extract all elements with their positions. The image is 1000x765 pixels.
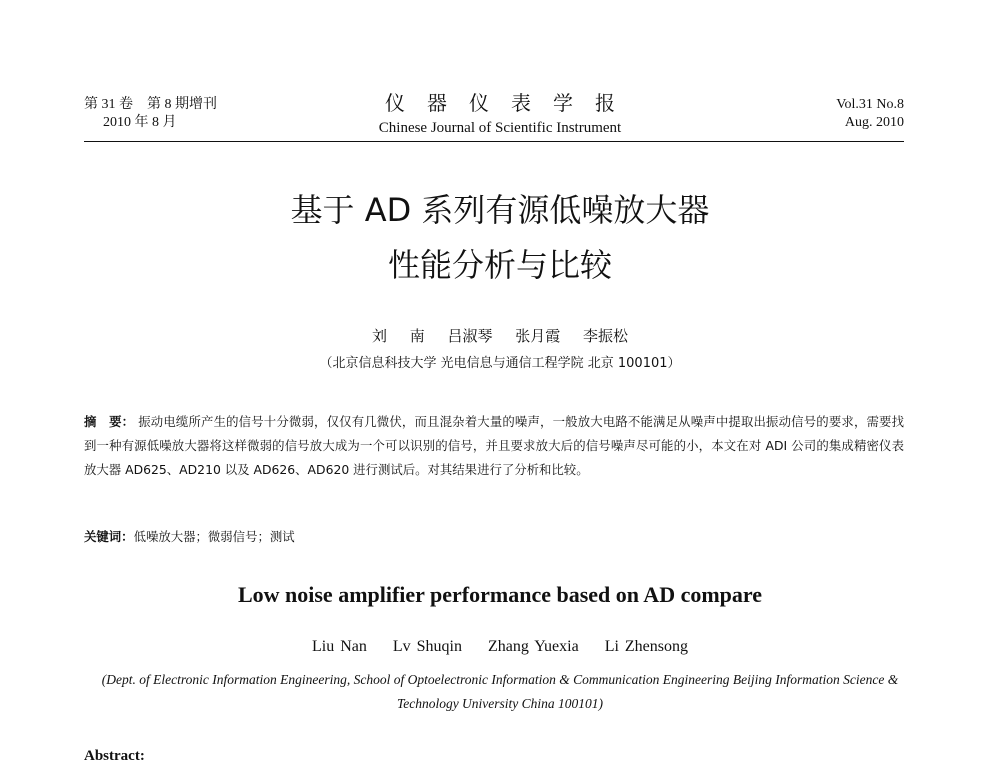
abstract-text: 振动电缆所产生的信号十分微弱，仅仅有几微伏，而且混杂着大量的噪声，一般放大电路不能满足从噪声中提取出振动信号的要求，需要找到一种有源低噪放大器将这样微弱的信号放大成为一个可以识别的信号，并且要求放大后的信号噪声尽可能的小，本文在对 ADI 公司的集成精密仪表放大器 AD625、AD210 以及 AD626、AD620 进行测试后。对其结果进行了分析和比较。 [84, 414, 905, 477]
header-rule [84, 141, 904, 142]
journal-name-cn: 仪器仪表学报 [385, 91, 637, 115]
paper-title-line1: 基于 AD 系列有源低噪放大器 [290, 191, 710, 229]
affiliation-en-text: (Dept. of Electronic Information Engineering, School of Optoelectronic Information & Communication Engineering Beijing Information Science & Technology University China 100101) [101, 672, 899, 711]
author-en: Lv Shuqin [392, 638, 462, 655]
author-en: Zhang Yuexia [487, 638, 579, 655]
journal-name-en: Chinese Journal of Scientific Instrument [378, 120, 622, 136]
abstract-en-label: Abstract: [84, 748, 145, 764]
issue-date-en: Aug. 2010 [844, 115, 904, 130]
keywords-label: 关键词： [84, 529, 134, 544]
keywords-text: 低噪放大器；微弱信号；测试 [133, 529, 295, 544]
abstract-cn [84, 410, 904, 482]
authors-en [0, 638, 1000, 656]
paper-title-line2: 性能分析与比较 [387, 246, 612, 284]
abstract-label: 摘 要： [84, 414, 135, 429]
authors-cn: 刘 南 吕淑琴 张月霞 李振松 [371, 327, 629, 345]
affiliation-cn: （北京信息科技大学 光电信息与通信工程学院 北京 100101） [319, 356, 681, 371]
keywords-cn [84, 527, 295, 545]
issue-date: 2010 年 8 月 [103, 115, 177, 130]
affiliation-en [0, 668, 1000, 716]
volume-issue: 第 31 卷 第 8 期增刊 [84, 97, 217, 112]
paper-title-en: Low noise amplifier performance based on AD compare [237, 582, 763, 607]
volume-issue-en: Vol.31 No.8 [836, 97, 904, 112]
author-en: Li Zhensong [604, 638, 689, 655]
issue-info-en [836, 96, 904, 132]
author-en: Liu Nan [311, 638, 367, 655]
